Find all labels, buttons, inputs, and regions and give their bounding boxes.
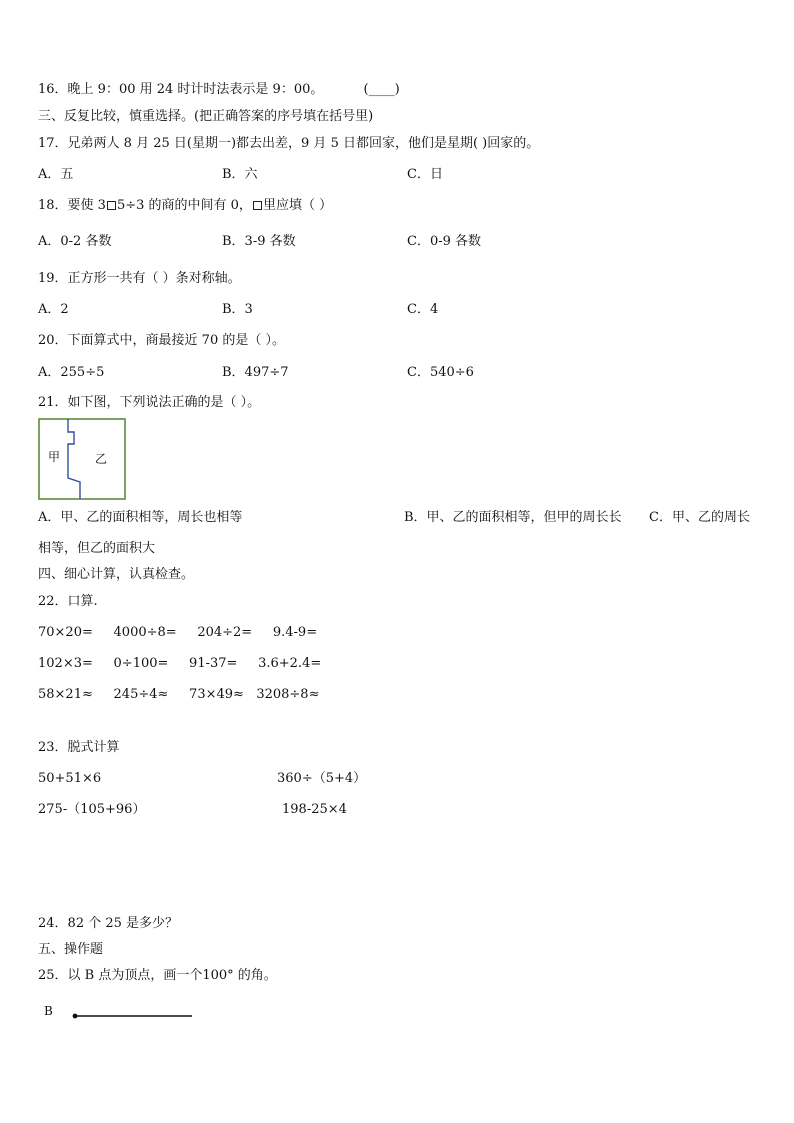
question-19-option-c[interactable]: C．4 bbox=[407, 302, 439, 317]
question-17-option-a[interactable]: A．五 bbox=[38, 167, 74, 182]
mental-math-row: 102×3= 0÷100= 91-37= 3.6+2.4= bbox=[38, 656, 322, 671]
question-20-option-c[interactable]: C．540÷6 bbox=[407, 365, 474, 380]
question-17-option-b[interactable]: B．六 bbox=[222, 167, 258, 182]
question-25-figure bbox=[44, 996, 204, 1026]
question-16 bbox=[38, 81, 400, 99]
question-19-option-a[interactable]: A．2 bbox=[38, 302, 69, 317]
question-18-option-c[interactable]: C．0-9 各数 bbox=[407, 234, 482, 249]
question-18-stem bbox=[38, 197, 332, 215]
question-19-stem: 19．正方形一共有（ ）条对称轴。 bbox=[38, 271, 241, 286]
ray-diagram bbox=[44, 996, 204, 1026]
question-21-figure bbox=[38, 418, 126, 500]
region-yi-label: 乙 bbox=[95, 452, 108, 466]
question-20-option-b[interactable]: B．497÷7 bbox=[222, 365, 289, 380]
question-18-stem-part2: 5÷3 的商的中间有 0， bbox=[116, 198, 252, 213]
question-22-stem: 22．口算. bbox=[38, 594, 98, 609]
region-jia-label: 甲 bbox=[48, 450, 61, 464]
mental-math-row: 70×20= 4000÷8= 204÷2= 9.4-9= bbox=[38, 625, 318, 640]
section-3-title: 三、反复比较，慎重选择。(把正确答案的序号填在括号里) bbox=[38, 109, 374, 124]
question-16-text: 16．晚上 9：00 用 24 时计时法表示是 9：00。 bbox=[38, 82, 324, 97]
question-24-stem: 24．82 个 25 是多少？ bbox=[38, 916, 179, 931]
section-5-title: 五、操作题 bbox=[38, 942, 104, 957]
question-21-option-c-line1[interactable]: C．甲、乙的周长 bbox=[649, 510, 750, 525]
question-23-stem: 23．脱式计算 bbox=[38, 740, 120, 755]
square-box-icon bbox=[107, 201, 116, 210]
question-18-option-a[interactable]: A．0-2 各数 bbox=[38, 234, 112, 249]
section-4-title: 四、细心计算，认真检查。 bbox=[38, 567, 195, 582]
question-17-option-c[interactable]: C．日 bbox=[407, 167, 443, 182]
mental-math-row: 58×21≈ 245÷4≈ 73×49≈ 3208÷8≈ bbox=[38, 687, 320, 702]
question-18-stem-part3: 里应填（ ） bbox=[262, 198, 333, 213]
question-20-option-a[interactable]: A．255÷5 bbox=[38, 365, 105, 380]
calc-item: 360÷（5+4） bbox=[277, 771, 367, 786]
point-b-label: B bbox=[44, 1004, 53, 1018]
question-18-stem-part1: 18．要使 3 bbox=[38, 198, 106, 213]
calc-item: 50+51×6 bbox=[38, 771, 102, 786]
question-18-option-b[interactable]: B．3-9 各数 bbox=[222, 234, 296, 249]
calc-item: 198-25×4 bbox=[282, 802, 347, 817]
question-20-stem: 20．下面算式中，商最接近 70 的是（ ）。 bbox=[38, 333, 285, 348]
square-box-icon bbox=[253, 201, 262, 210]
question-21-option-b[interactable]: B．甲、乙的面积相等，但甲的周长长 bbox=[404, 510, 622, 525]
question-21-option-c-line2: 相等，但乙的面积大 bbox=[38, 541, 156, 556]
answer-blank[interactable]: (____) bbox=[363, 82, 400, 97]
question-17-stem: 17．兄弟两人 8 月 25 日(星期一)都去出差，9 月 5 日都回家，他们是星期( )回家的。 bbox=[38, 136, 540, 151]
question-25-stem: 25．以 B 点为顶点，画一个100° 的角。 bbox=[38, 968, 277, 983]
question-21-stem: 21．如下图，下列说法正确的是（ ）。 bbox=[38, 395, 261, 410]
calc-item: 275-（105+96） bbox=[38, 802, 146, 817]
question-19-option-b[interactable]: B．3 bbox=[222, 302, 253, 317]
question-21-option-a[interactable]: A．甲、乙的面积相等，周长也相等 bbox=[38, 510, 243, 525]
